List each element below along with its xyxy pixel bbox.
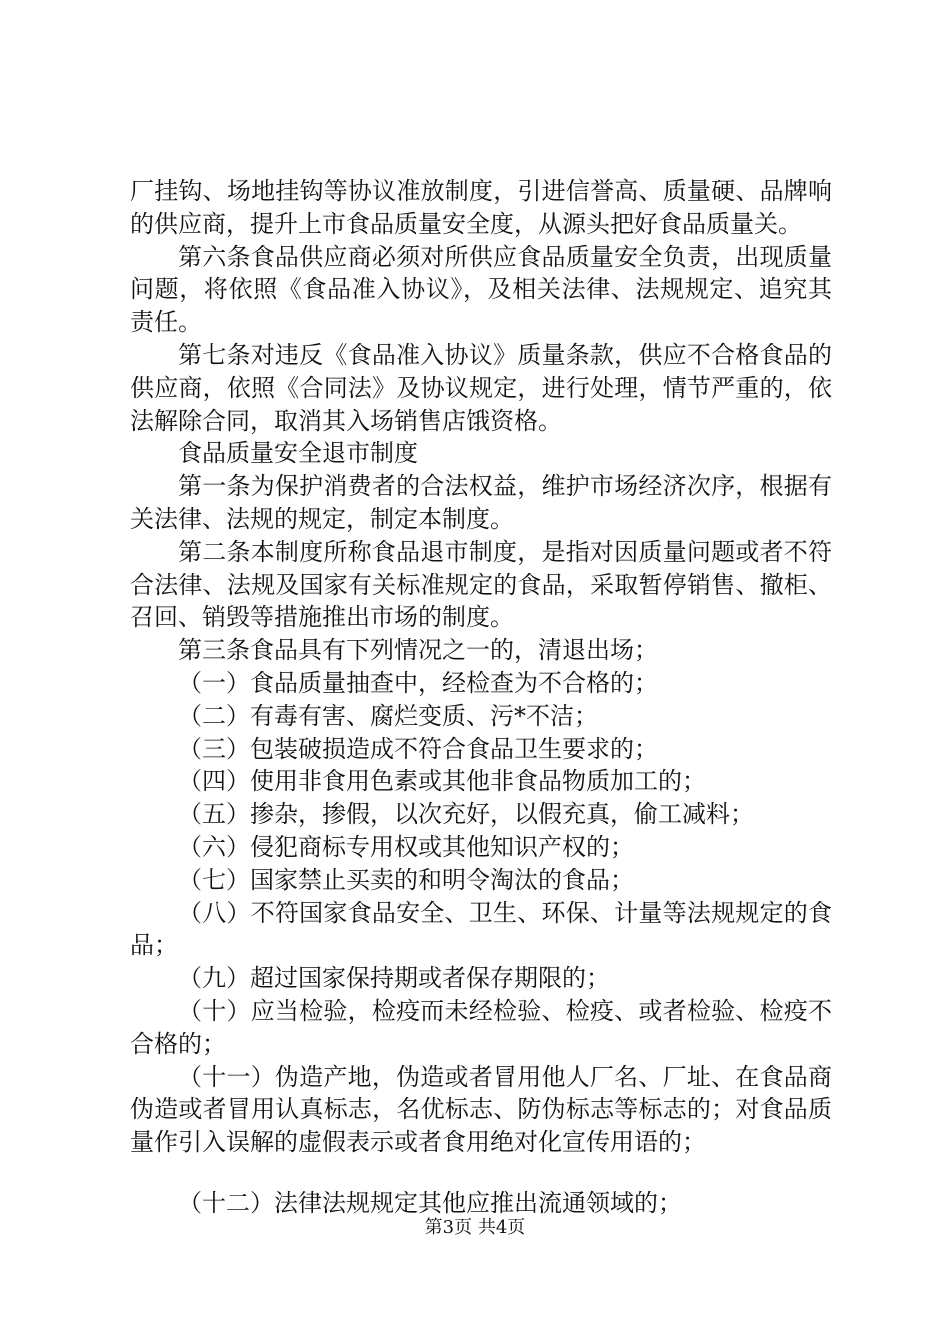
page-number: 第3页 共4页 (424, 1217, 526, 1238)
section-heading: 食品质量安全退市制度 (178, 439, 418, 468)
list-item-2: （二）有毒有害、腐烂变质、污*不洁； (178, 701, 598, 730)
paragraph-article-2: 第二条本制度所称食品退市制度，是指对因质量问题或者不符合法律、法规及国家有关标准规定的食品，采取暂停销售、撤柜、召回、销毁等措施推出市场的制度。 (130, 537, 832, 632)
paragraph-continuation: 厂挂钩、场地挂钩等协议准放制度，引进信誉高、质量硬、品牌响的供应商，提升上市食品质量安全度，从源头把好食品质量关。 (130, 177, 832, 238)
paragraph-article-3: 第三条食品具有下列情况之一的，清退出场； (178, 636, 658, 665)
paragraph-article-6: 第六条食品供应商必须对所供应食品质量安全负责，出现质量问题，将依照《食品准入协议》，及相关法律、法规规定、追究其责任。 (130, 242, 832, 337)
document-body (130, 175, 832, 1220)
list-item-1: （一）食品质量抽查中，经检查为不合格的； (178, 668, 658, 697)
list-item-5: （五）掺杂，掺假，以次充好，以假充真，偷工减料； (178, 800, 754, 829)
list-item-10: （十）应当检验，检疫而未经检验、检疫、或者检验、检疫不合格的； (130, 996, 832, 1058)
list-item-8: （八）不符国家食品安全、卫生、环保、计量等法规规定的食品； (130, 898, 832, 960)
list-item-9: （九）超过国家保持期或者保存期限的； (178, 964, 610, 993)
paragraph-article-7: 第七条对违反《食品准入协议》质量条款，供应不合格食品的供应商，依照《合同法》及协议规定，进行处理，情节严重的，依法解除合同，取消其入场销售店饿资格。 (130, 340, 832, 435)
list-item-7: （七）国家禁止买卖的和明令淘汰的食品； (178, 865, 634, 894)
list-item-12: （十二）法律法规规定其他应推出流通领域的； (178, 1188, 682, 1217)
list-item-4: （四）使用非食用色素或其他非食品物质加工的； (178, 767, 706, 796)
list-item-3: （三）包装破损造成不符合食品卫生要求的； (178, 734, 658, 763)
list-item-11: （十一）伪造产地，伪造或者冒用他人厂名、厂址、在食品商伪造或者冒用认真标志，名优标志、防伪标志等标志的；对食品质量作引入误解的虚假表示或者食用绝对化宣传用语的； (130, 1062, 832, 1157)
paragraph-article-1: 第一条为保护消费者的合法权益，维护市场经济次序，根据有关法律、法规的规定，制定本制度。 (130, 472, 832, 533)
list-item-6: （六）侵犯商标专用权或其他知识产权的； (178, 832, 634, 861)
